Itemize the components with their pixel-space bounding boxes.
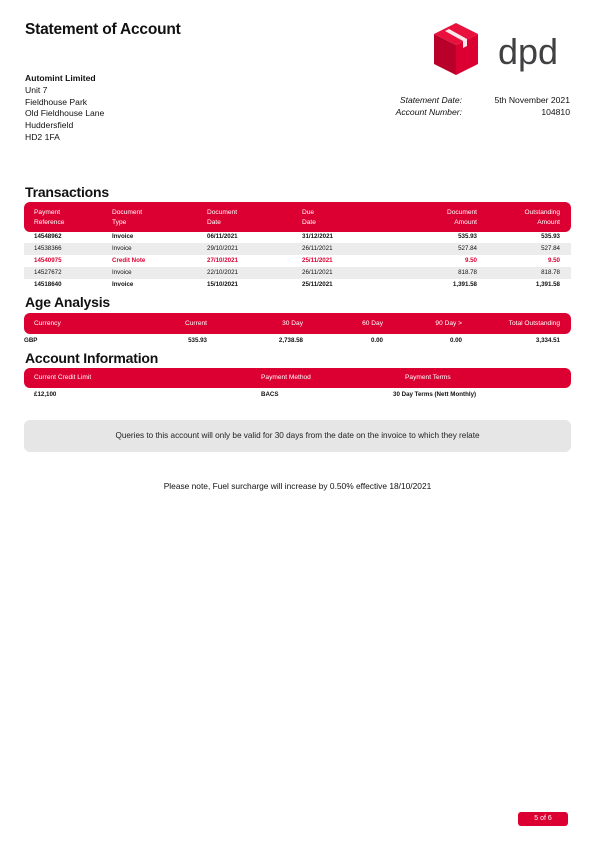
cell-current: 535.93 bbox=[188, 337, 207, 344]
col-60-day: 60 Day bbox=[362, 320, 383, 327]
logo-wordmark: dpd bbox=[498, 31, 559, 72]
cell-amount: 818.78 bbox=[458, 269, 477, 276]
address-postcode: HD2 1FA bbox=[25, 131, 60, 142]
customer-name: Automint Limited bbox=[25, 73, 96, 83]
table-row-credit-note bbox=[24, 255, 571, 267]
cell-outstanding: 9.50 bbox=[547, 257, 560, 264]
col-document-type: Document Type bbox=[112, 209, 143, 226]
account-information-heading: Account Information bbox=[25, 350, 159, 366]
statement-date-label: Statement Date: bbox=[399, 95, 462, 105]
col-due-date: Due Date bbox=[302, 209, 316, 226]
address-line: Old Fieldhouse Lane bbox=[25, 108, 105, 119]
cell-amount: 535.93 bbox=[458, 233, 477, 240]
cell-ref: 14527672 bbox=[34, 269, 62, 276]
cell-ref: 14548962 bbox=[34, 233, 62, 240]
age-analysis-table-header bbox=[24, 313, 571, 334]
cell-outstanding: 527.84 bbox=[541, 245, 560, 252]
cell-doc-date: 06/11/2021 bbox=[207, 233, 238, 240]
table-row bbox=[24, 335, 571, 347]
cell-amount: 9.50 bbox=[464, 257, 477, 264]
statement-meta bbox=[380, 95, 570, 119]
col-document-date: Document Date bbox=[207, 209, 238, 226]
page-title: Statement of Account bbox=[25, 21, 181, 38]
cell-total-outstanding: 3,334.51 bbox=[535, 337, 560, 344]
cell-due-date: 31/12/2021 bbox=[302, 233, 333, 240]
col-current: Current bbox=[185, 320, 207, 327]
table-row bbox=[24, 243, 571, 255]
fuel-surcharge-note: Please note, Fuel surcharge will increase by 0.50% effective 18/10/2021 bbox=[163, 481, 432, 491]
cell-type: Invoice bbox=[112, 233, 134, 240]
cell-type: Invoice bbox=[112, 281, 134, 288]
cell-type: Invoice bbox=[112, 245, 132, 252]
cell-payment-method: BACS bbox=[261, 391, 279, 398]
age-analysis-heading: Age Analysis bbox=[25, 294, 111, 310]
col-30-day: 30 Day bbox=[282, 320, 303, 327]
cell-doc-date: 29/10/2021 bbox=[207, 245, 238, 252]
cell-type: Invoice bbox=[112, 269, 132, 276]
cell-doc-date: 15/10/2021 bbox=[207, 281, 238, 288]
col-currency: Currency bbox=[34, 320, 61, 327]
cell-90-day: 0.00 bbox=[449, 337, 462, 344]
table-row bbox=[24, 231, 571, 243]
address-line: Fieldhouse Park bbox=[25, 96, 88, 107]
cell-due-date: 26/11/2021 bbox=[302, 245, 333, 252]
account-info-table-body bbox=[24, 389, 571, 401]
transactions-table-body bbox=[24, 231, 571, 291]
cell-type: Credit Note bbox=[112, 257, 146, 264]
address-line: Unit 7 bbox=[25, 84, 48, 95]
statement-date: 5th November 2021 bbox=[494, 95, 570, 105]
col-payment-method: Payment Method bbox=[261, 374, 311, 381]
cell-doc-date: 27/10/2021 bbox=[207, 257, 238, 264]
page-number-badge: 5 of 6 bbox=[518, 812, 568, 826]
cell-outstanding: 535.93 bbox=[541, 233, 560, 240]
cell-currency: GBP bbox=[24, 337, 38, 344]
cell-ref: 14538366 bbox=[34, 245, 62, 252]
col-document-amount: Document Amount bbox=[446, 209, 477, 226]
dpd-logo bbox=[430, 20, 572, 78]
cell-amount: 1,391.58 bbox=[452, 281, 477, 288]
account-number-label: Account Number: bbox=[395, 106, 462, 117]
transactions-heading: Transactions bbox=[25, 184, 109, 200]
cell-due-date: 25/11/2021 bbox=[302, 281, 333, 288]
table-row bbox=[24, 389, 571, 401]
cell-payment-terms: 30 Day Terms (Nett Monthly) bbox=[393, 391, 477, 398]
cell-due-date: 26/11/2021 bbox=[302, 269, 333, 276]
col-payment-terms: Payment Terms bbox=[405, 374, 451, 381]
cell-60-day: 0.00 bbox=[370, 337, 383, 344]
account-number: 104810 bbox=[541, 106, 570, 117]
cell-amount: 527.84 bbox=[458, 245, 477, 252]
table-row bbox=[24, 267, 571, 279]
cell-doc-date: 22/10/2021 bbox=[207, 269, 238, 276]
cell-due-date: 25/11/2021 bbox=[302, 257, 333, 264]
address-line: Huddersfield bbox=[25, 120, 74, 131]
cell-credit-limit: £12,100 bbox=[34, 391, 57, 398]
col-outstanding-amount: Outstanding Amount bbox=[524, 209, 560, 226]
col-90-day: 90 Day > bbox=[435, 320, 462, 327]
table-row bbox=[24, 279, 571, 291]
col-credit-limit: Current Credit Limit bbox=[34, 374, 92, 381]
col-payment-reference: Payment Reference bbox=[34, 209, 65, 226]
age-analysis-table-body bbox=[24, 335, 571, 347]
cell-30-day: 2,738.58 bbox=[278, 337, 303, 344]
customer-address bbox=[25, 73, 104, 144]
cell-outstanding: 1,391.58 bbox=[535, 281, 560, 288]
cell-ref: 14518640 bbox=[34, 281, 62, 288]
dpd-cube-icon bbox=[430, 20, 572, 78]
cell-outstanding: 818.78 bbox=[541, 269, 560, 276]
transactions-table-header bbox=[24, 202, 571, 232]
queries-notice: Queries to this account will only be valid for 30 days from the date on the invoice to which they relate bbox=[24, 420, 571, 452]
account-info-table-header bbox=[24, 368, 571, 388]
col-total-outstanding: Total Outstanding bbox=[508, 320, 560, 327]
cell-ref: 14540975 bbox=[34, 257, 62, 264]
